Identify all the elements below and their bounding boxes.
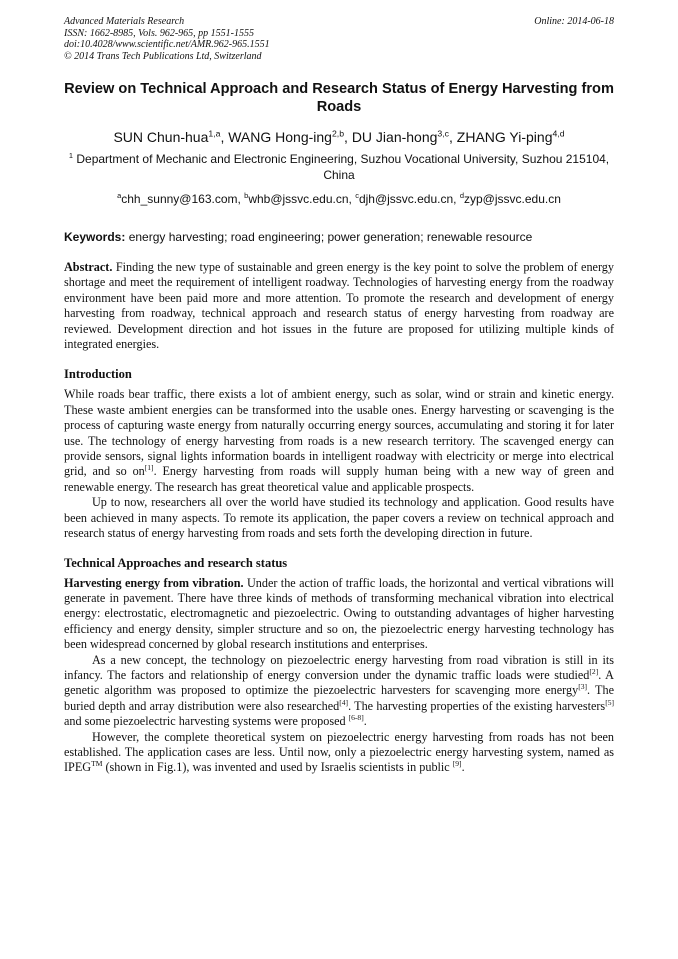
- author: ZHANG Yi-ping$^{4,d}$: [456, 128, 565, 145]
- email: $^a$chh_sunny@163.com,: [117, 191, 245, 206]
- section-heading-introduction: Introduction: [64, 367, 132, 382]
- affiliation: $^1$ Department of Mechanic and Electronic Engineering, Suzhou Vocational University, Suzhou 215104, China: [68, 151, 610, 182]
- paper-page: [64, 16, 614, 776]
- intro-paragraph-1: While roads bear traffic, there exists a lot of ambient energy, such as solar, wind or strain and kinetic energy. These waste ambient energies can be transformed into the usable ones. Energy harvesting or scavenging is the process of capturing waste energy from naturally occurring energy sources, accumulating and storing it for later use. The technology of energy harvesting from roads is a new research territory. The scavenged energy can provide sensors, signal lights information boards in intelligent roadway with electricity or merge into electrical grid, and so on[1]. Energy harvesting from roads will supply human being with a new way of green and renewable energy. The research has great theoretical value and applicable prospects.: [64, 387, 614, 494]
- journal-info: [64, 16, 424, 62]
- journal-issn: ISSN: 1662-8985, Vols. 962-965, pp 1551-1555: [64, 27, 254, 39]
- author: DU Jian-hong$^{3,c}$,: [351, 128, 457, 145]
- tech-paragraph-2: As a new concept, the technology on piezoelectric energy harvesting from road vibration is still in its infancy. The factors and relationship of energy conversion under the dynamic traffic loads were studied[2]. A genetic algorithm was proposed to optimize the piezoelectric harvesters for scavenging more energy[3]. The buried depth and array distribution were also researched[4]. The harvesting properties of the existing harvesters[5] and some piezoelectric harvesting systems were proposed [6-8].: [64, 652, 614, 729]
- intro-paragraph-2: Up to now, researchers all over the world have studied its technology and application. Good results have been achieved in many aspects. To remote its application, the paper covers a review on technical approach and research status of energy harvesting from roads and sets forth the developing direction in future.: [64, 495, 614, 541]
- citation: [5]: [605, 697, 614, 707]
- email-list: [64, 192, 614, 207]
- paper-title: Review on Technical Approach and Research Status of Energy Harvesting from Roads: [64, 81, 614, 115]
- tech-paragraph-1: Harvesting energy from vibration. Under the action of traffic loads, the horizontal and vertical vibrations will generate in pavement. There have three kinds of methods of transforming mechanical vibration into electrical energy: electrostatic, electromagnetic and piezoelectric. Owing to outstanding advantages of higher harvesting efficiency and energy density, simpler structure and so on, the piezoelectric energy harvesting technology has been widespread concerned by global research institutions and enterprises.: [64, 575, 615, 652]
- abstract-text: Finding the new type of sustainable and green energy is the key point to solve the problem of energy shortage and meet the requirement of intelligent roadway. Technologies of harvesting energy from the roadway environment have been paid more and more attention. To promote the research and development of energy harvesting from roadway, technical approach and research status of energy harvesting from roadway are reviewed. Development direction and hot issues in the future are proposed for utilizing multiple kinds of integrated energies.: [64, 260, 614, 352]
- abstract-label: Abstract.: [64, 260, 113, 274]
- keywords-text: energy harvesting; road engineering; power generation; renewable resource: [128, 230, 533, 244]
- author: SUN Chun-hua$^{1,a}$,: [113, 128, 229, 145]
- citation: [6-8]: [348, 713, 364, 723]
- trademark: TM: [91, 759, 103, 769]
- citation: [3]: [578, 682, 588, 692]
- citation: [4]: [339, 697, 349, 707]
- journal-header: [64, 16, 614, 64]
- citation: [9]: [452, 759, 462, 769]
- keywords: [64, 230, 614, 245]
- journal-doi: doi:10.4028/www.scientific.net/AMR.962-965.1551: [64, 39, 270, 50]
- citation: [2]: [589, 666, 599, 676]
- vibration-label: Harvesting energy from vibration.: [64, 575, 244, 590]
- journal-name: Advanced Materials Research: [64, 16, 185, 27]
- author-list: [64, 128, 614, 146]
- journal-copyright: © 2014 Trans Tech Publications Ltd, Switzerland: [64, 50, 262, 62]
- keywords-label: Keywords:: [64, 230, 126, 244]
- email: $^d$zyp@jssvc.edu.cn: [459, 191, 561, 206]
- citation: [1]: [144, 463, 154, 473]
- online-date: Online: 2014-06-18: [534, 16, 614, 27]
- abstract: [64, 260, 614, 352]
- section-heading-technical: Technical Approaches and research status: [64, 555, 288, 570]
- email: $^b$whb@jssvc.edu.cn,: [244, 191, 356, 206]
- email: $^c$djh@jssvc.edu.cn,: [355, 191, 460, 206]
- author: WANG Hong-ing$^{2,b}$,: [228, 128, 352, 145]
- tech-paragraph-3: However, the complete theoretical system on piezoelectric energy harvesting from roads has not been established. The application cases are less. Until now, only a piezoelectric energy harvesting system, named as IPEG™ (shown in Fig.1), was invented and used by Israelis scientists in public [9].: [64, 729, 614, 775]
